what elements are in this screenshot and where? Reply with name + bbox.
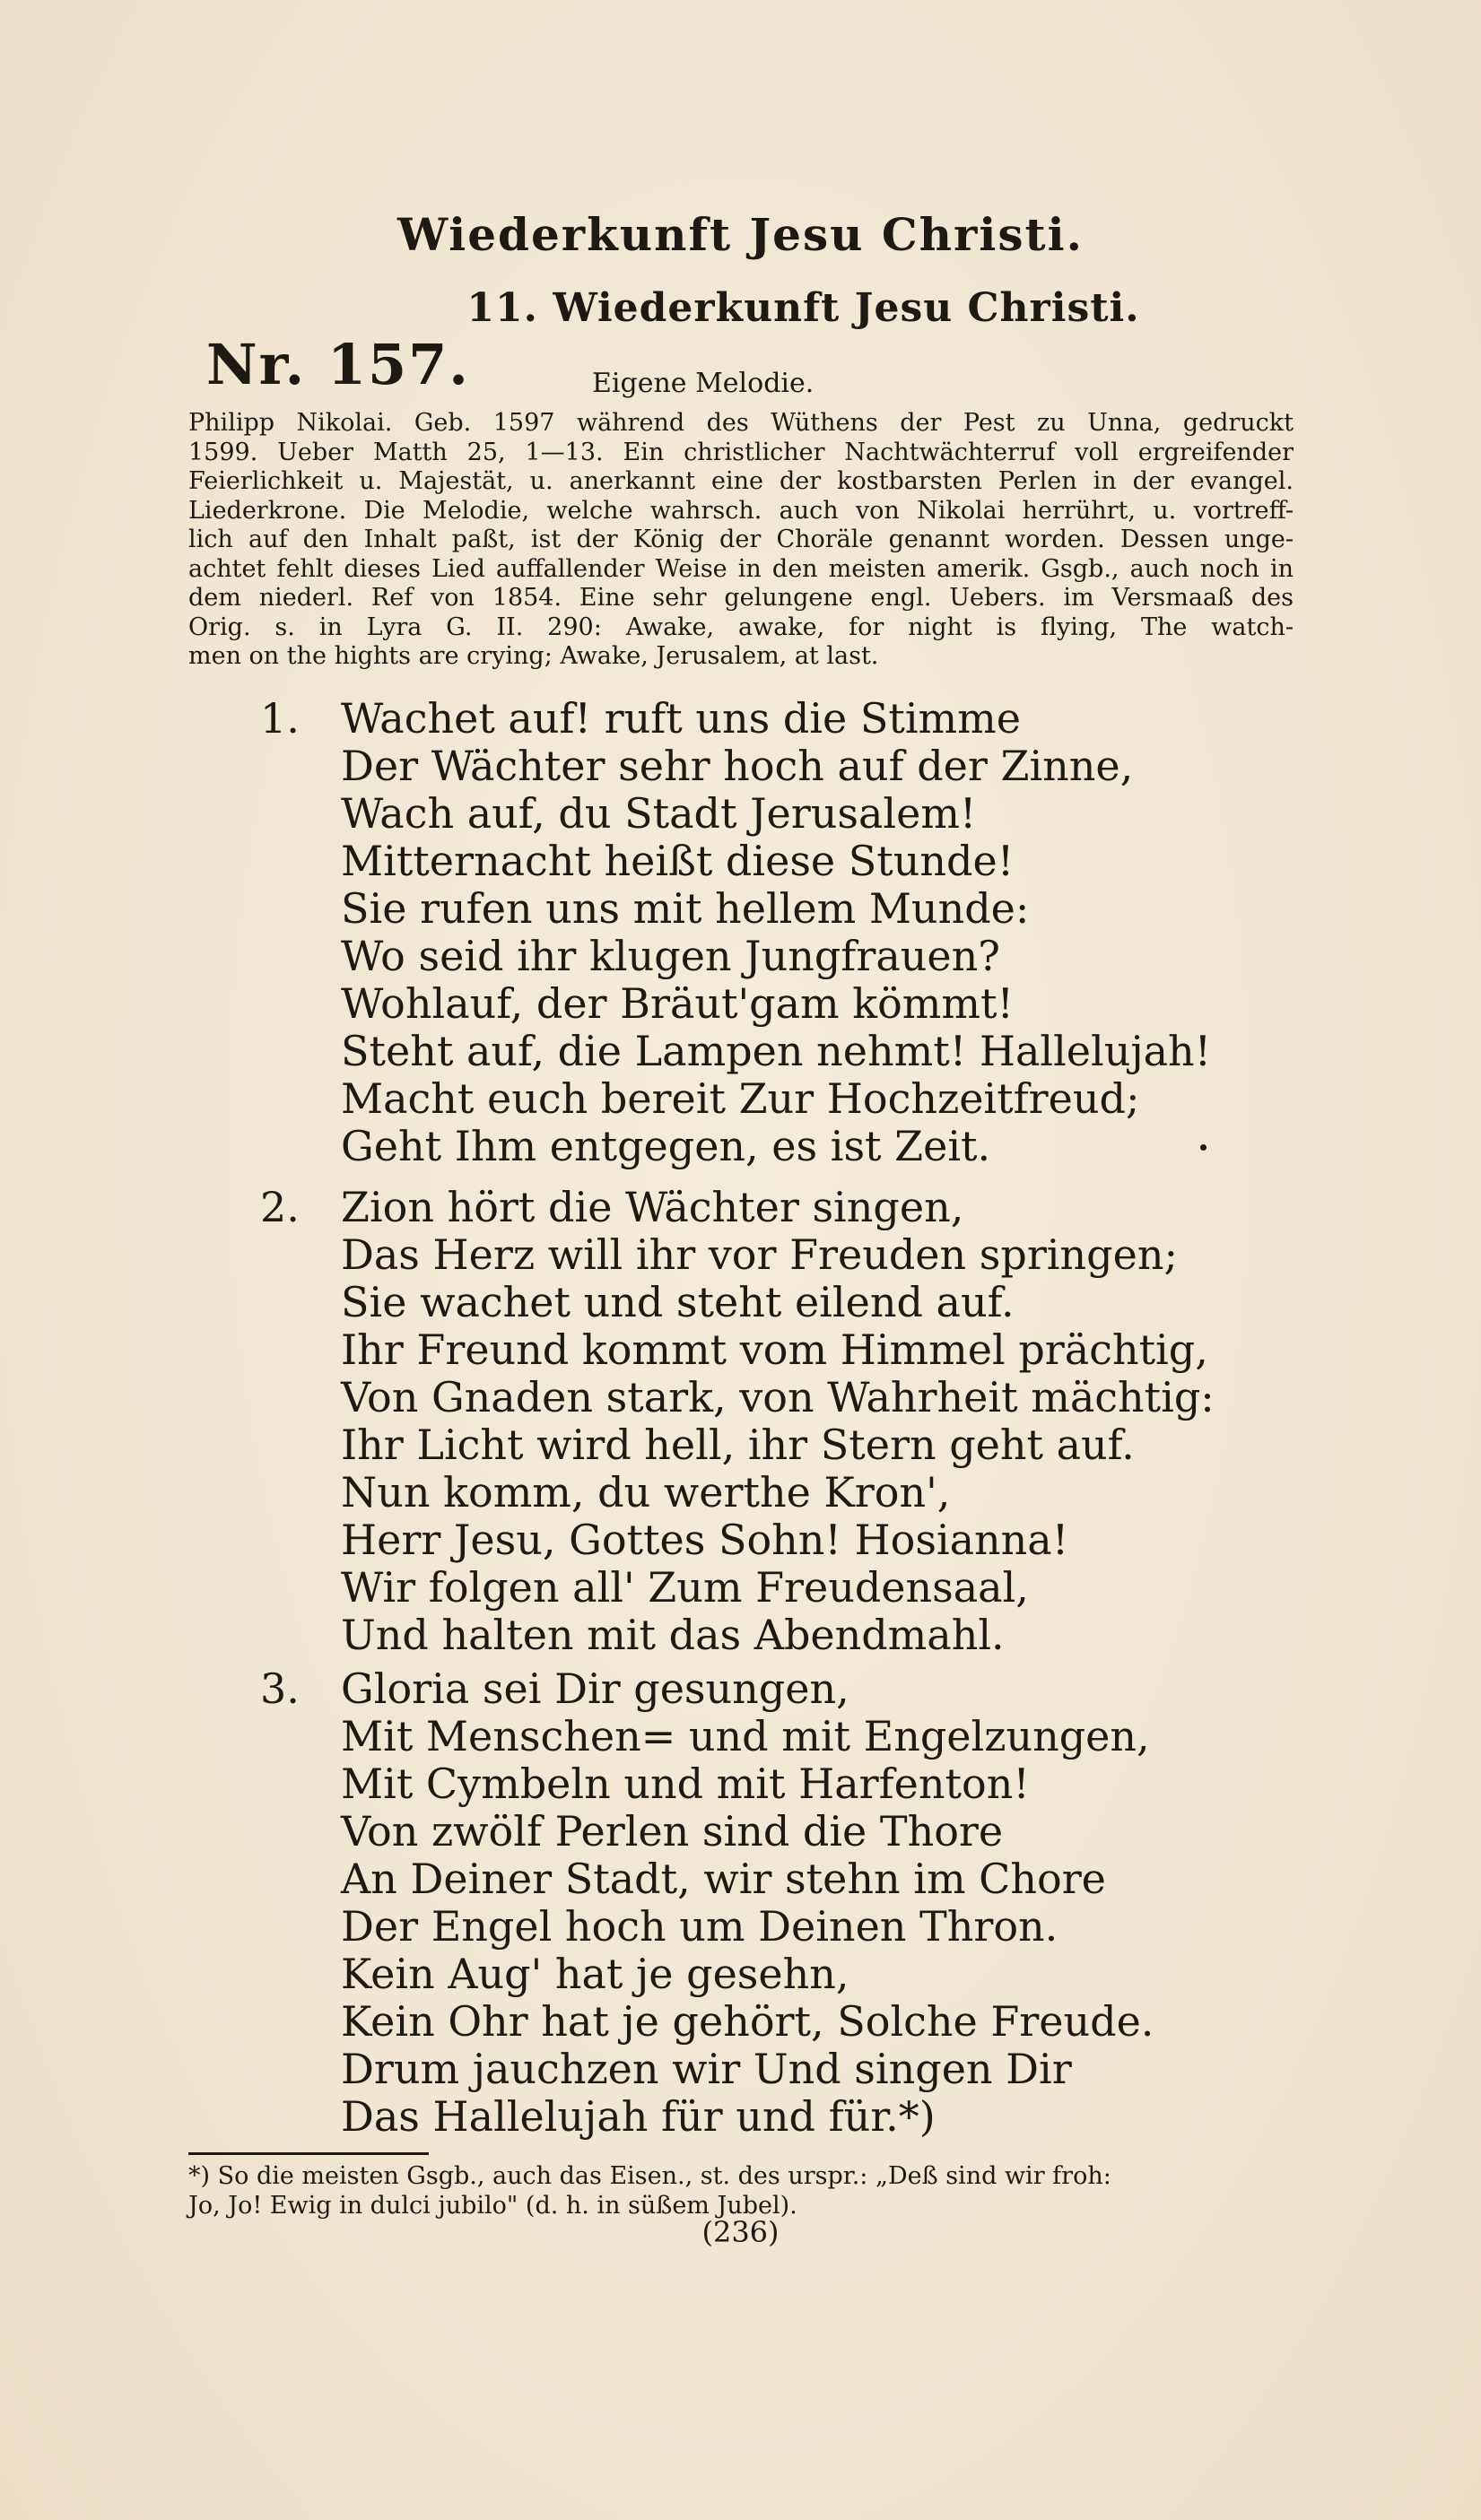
verse-line: Nun komm, du werthe Kron', bbox=[341, 1468, 951, 1516]
verse-line: Das Hallelujah für und für.*) bbox=[341, 2092, 936, 2141]
verse-number: 2. bbox=[260, 1183, 300, 1231]
verse-line: Wachet auf! ruft uns die Stimme bbox=[341, 694, 1022, 743]
notes-line: Liederkrone. Die Melodie, welche wahrsch. auch von Nikolai herrührt, u. vortreff- bbox=[188, 496, 1294, 525]
notes-line: 1599. Ueber Matth 25, 1—13. Ein christlicher Nachtwächterruf voll ergreifender bbox=[188, 438, 1294, 466]
verse-3 bbox=[260, 1665, 1154, 2141]
verse-line: Von Gnaden stark, von Wahrheit mächtig: bbox=[341, 1373, 1215, 1421]
section-title bbox=[0, 285, 1481, 331]
verse-line: Zion hört die Wächter singen, bbox=[341, 1183, 964, 1231]
verse-line: Steht auf, die Lampen nehmt! Hallelujah! bbox=[341, 1027, 1212, 1075]
hymn-number: Nr. 157. bbox=[206, 332, 470, 397]
verse-line: Sie wachet und steht eilend auf. bbox=[341, 1278, 1015, 1326]
verse-line: Kein Aug' hat je gesehn, bbox=[341, 1950, 849, 1998]
verse-line: Der Wächter sehr hoch auf der Zinne, bbox=[341, 742, 1134, 790]
running-head: Wiederkunft Jesu Christi. bbox=[396, 208, 1085, 261]
verse-line: Mitternacht heißt diese Stunde! bbox=[341, 837, 1015, 885]
verse-line: Kein Ohr hat je gehört, Solche Freude. bbox=[341, 1997, 1154, 2046]
verse-line: Sie rufen uns mit hellem Munde: bbox=[341, 884, 1030, 933]
notes-line: lich auf den Inhalt paßt, ist der König der Choräle genannt worden. Dessen unge- bbox=[188, 526, 1294, 553]
verse-line: Mit Menschen= und mit Engelzungen, bbox=[341, 1712, 1150, 1760]
footnote-rule bbox=[188, 2152, 429, 2155]
verse-line: Von zwölf Perlen sind die Thore bbox=[341, 1807, 1004, 1855]
notes-line: Orig. s. in Lyra G. II. 290: Awake, awake, for night is flying, The watch- bbox=[188, 613, 1294, 641]
verse-line: Macht euch bereit Zur Hochzeitfreud; bbox=[341, 1074, 1140, 1123]
section-number: 11. bbox=[466, 285, 538, 331]
verse-line: Wo seid ihr klugen Jungfrauen? bbox=[341, 932, 1000, 980]
footnote-line: *) So die meisten Gsgb., auch das Eisen., st. des urspr.: „Deß sind wir froh: bbox=[188, 2162, 1111, 2190]
verse-line: Und halten mit das Abendmahl. bbox=[341, 1611, 1005, 1659]
verse-line: Das Herz will ihr vor Freuden springen; bbox=[341, 1230, 1178, 1279]
notes-line: dem niederl. Ref von 1854. Eine sehr gelungene engl. Uebers. im Versmaaß des bbox=[188, 584, 1294, 612]
verse-line: Mit Cymbeln und mit Harfenton! bbox=[341, 1760, 1030, 1808]
verse-line: Wach auf, du Stadt Jerusalem! bbox=[341, 789, 977, 838]
verse-line: Herr Jesu, Gottes Sohn! Hosianna! bbox=[341, 1516, 1069, 1564]
verse-line: Geht Ihm entgegen, es ist Zeit. bbox=[341, 1122, 991, 1170]
verse-1 bbox=[260, 695, 1211, 1170]
hymn-notes bbox=[188, 409, 1294, 672]
verse-number: 1. bbox=[260, 694, 300, 743]
footnote bbox=[188, 2161, 1294, 2220]
verse-line: An Deiner Stadt, wir stehn im Chore bbox=[341, 1855, 1106, 1903]
verse-line: Der Engel hoch um Deinen Thron. bbox=[341, 1902, 1058, 1951]
melody-note: Eigene Melodie. bbox=[592, 368, 815, 399]
notes-line: men on the hights are crying; Awake, Jerusalem, at last. bbox=[188, 642, 879, 670]
verse-line: Ihr Licht wird hell, ihr Stern geht auf. bbox=[341, 1421, 1135, 1469]
verse-lines bbox=[341, 695, 1211, 1170]
verse-lines bbox=[341, 1184, 1215, 1659]
notes-line: achtet fehlt dieses Lied auffallender Weise in den meisten amerik. Gsgb., auch noch in bbox=[188, 554, 1294, 583]
page-number: (236) bbox=[701, 2215, 780, 2249]
stray-dot bbox=[1200, 1144, 1207, 1151]
verse-line: Gloria sei Dir gesungen, bbox=[341, 1664, 849, 1713]
verse-number: 3. bbox=[260, 1664, 300, 1713]
notes-line: Philipp Nikolai. Geb. 1597 während des Wüthens der Pest zu Unna, gedruckt bbox=[188, 409, 1294, 437]
verse-lines bbox=[341, 1665, 1154, 2141]
verse-2 bbox=[260, 1184, 1215, 1659]
verse-line: Wohlauf, der Bräut'gam kömmt! bbox=[341, 979, 1015, 1028]
section-title-text: Wiederkunft Jesu Christi. bbox=[553, 285, 1140, 331]
notes-line: Feierlichkeit u. Majestät, u. anerkannt eine der kostbarsten Perlen in der evangel. bbox=[188, 467, 1294, 495]
verse-line: Drum jauchzen wir Und singen Dir bbox=[341, 2045, 1072, 2093]
verse-line: Ihr Freund kommt vom Himmel prächtig, bbox=[341, 1325, 1208, 1374]
footnote-line: Jo, Jo! Ewig in dulci jubilo" (d. h. in süßem Jubel). bbox=[188, 2192, 797, 2220]
verse-line: Wir folgen all' Zum Freudensaal, bbox=[341, 1563, 1029, 1612]
